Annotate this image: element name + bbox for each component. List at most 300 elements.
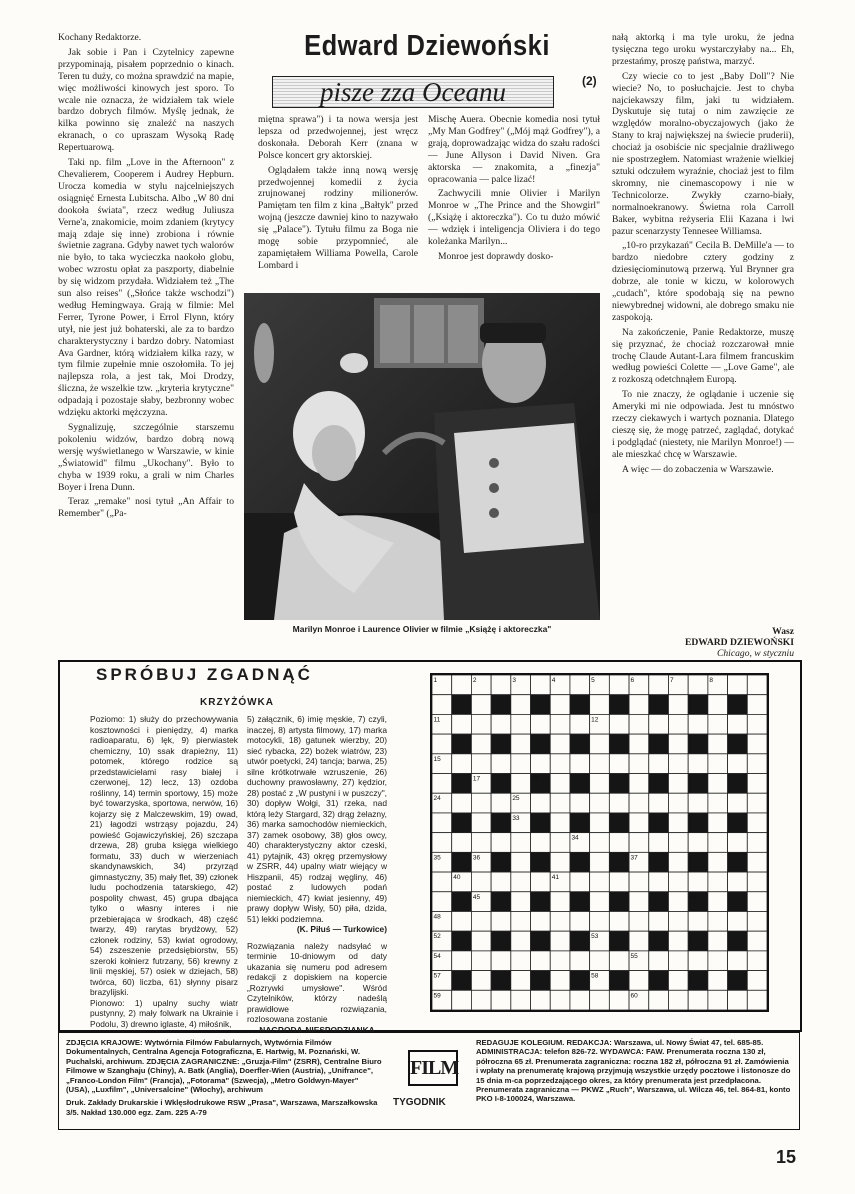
crossword-black-cell <box>728 892 748 912</box>
article-paragraph: nałą aktorką i ma tyle uroku, że jedna tysięczna tego uroku wystarczyłaby na... Eh, przestańmy, proszę państwa, marzyć. <box>612 32 794 67</box>
crossword-black-cell <box>688 695 708 715</box>
crossword-cell[interactable] <box>471 872 491 892</box>
crossword-black-cell <box>649 774 669 794</box>
crossword-cell[interactable] <box>609 754 629 774</box>
crossword-cell[interactable] <box>688 754 708 774</box>
crossword-cell[interactable] <box>511 852 531 872</box>
crossword-cell[interactable] <box>708 714 728 734</box>
crossword-cell[interactable] <box>688 872 708 892</box>
crossword-cell[interactable] <box>550 971 570 991</box>
crossword-clue-number: 34 <box>571 834 579 842</box>
crossword-clue-number: 33 <box>512 814 520 822</box>
crossword-cell[interactable] <box>511 734 531 754</box>
crossword-clue-number: 48 <box>433 913 441 921</box>
crossword-cell[interactable] <box>708 833 728 853</box>
crossword-black-cell <box>688 813 708 833</box>
crossword-cell[interactable] <box>452 833 472 853</box>
photo-credits: ZDJĘCIA KRAJOWE: Wytwórnia Filmów Fabularnych, Wytwórnia Filmów Dokumentalnych, Centralna Agencja Fotograficzna, E. Hartwig, M. Poznański, W. Puchalski, archiwum. ZDJĘCIA ZAGRANICZNE: „Gruzja-Film" (ZSRR), Centralne Biuro Filmowe w Szanghaju (Chiny), A. Batk (Anglia), Doerfler-Wien (Austria), „Unifrance", „Franco-London Film" (Francja), „Fotorama" (Szwecja), „Metro Goldwyn-Mayer" (USA), „Luxfilm", „Universalcine" (Włochy), archiwum <box>66 1038 382 1095</box>
crossword-cell[interactable] <box>432 872 452 892</box>
crossword-cell[interactable] <box>747 852 767 872</box>
crossword-cell[interactable] <box>570 675 590 695</box>
crossword-cell[interactable] <box>668 714 688 734</box>
crossword-black-cell <box>491 774 511 794</box>
crossword-clue-number: 52 <box>433 933 441 941</box>
puzzle-prize: NAGRODA-NIESPODZIANKA <box>259 1024 375 1035</box>
crossword-black-cell <box>609 813 629 833</box>
crossword-clue-number: 53 <box>591 933 599 941</box>
crossword-cell[interactable] <box>471 971 491 991</box>
crossword-cell[interactable] <box>471 793 491 813</box>
crossword-clue-number: 58 <box>591 972 599 980</box>
crossword-cell[interactable] <box>668 971 688 991</box>
crossword-black-cell <box>452 813 472 833</box>
crossword-cell[interactable] <box>728 675 748 695</box>
crossword-cell[interactable] <box>728 833 748 853</box>
crossword-cell[interactable] <box>688 793 708 813</box>
crossword-cell[interactable] <box>550 813 570 833</box>
crossword-clue-number: 59 <box>433 992 441 1000</box>
crossword-cell[interactable] <box>432 695 452 715</box>
crossword-cell[interactable] <box>452 754 472 774</box>
crossword-cell[interactable] <box>471 951 491 971</box>
crossword-cell[interactable] <box>708 931 728 951</box>
crossword-cell[interactable] <box>747 793 767 813</box>
crossword-cell[interactable] <box>491 990 511 1010</box>
crossword-black-cell <box>688 852 708 872</box>
crossword-cell[interactable] <box>747 951 767 971</box>
clues-vertical-start: Pionowo: 1) upalny suchy wiatr pustynny, 2) mały folwark na Ukrainie i Podolu, 3) drewno iglaste, 4) miłośnik, <box>90 997 238 1029</box>
crossword-cell[interactable] <box>708 951 728 971</box>
crossword-black-cell <box>688 774 708 794</box>
crossword-black-cell <box>728 695 748 715</box>
crossword-cell[interactable] <box>629 754 649 774</box>
crossword-cell[interactable] <box>511 833 531 853</box>
article-signature <box>612 626 794 659</box>
crossword-cell[interactable] <box>590 892 610 912</box>
crossword-cell[interactable] <box>491 911 511 931</box>
crossword-cell[interactable] <box>531 793 551 813</box>
crossword-cell[interactable] <box>688 951 708 971</box>
crossword-cell[interactable] <box>511 774 531 794</box>
crossword-cell[interactable] <box>511 990 531 1010</box>
film-still-illustration <box>244 293 600 620</box>
crossword-cell[interactable] <box>708 734 728 754</box>
crossword-clue-number: 6 <box>630 677 635 684</box>
crossword-cell[interactable] <box>668 990 688 1010</box>
crossword-cell[interactable] <box>708 971 728 991</box>
article-title: Edward Dziewoński <box>304 30 550 62</box>
impressum-right: REDAGUJE KOLEGIUM. REDAKCJA: Warszawa, ul. Nowy Świat 47, tel. 685-85. ADMINISTRACJA: telefon 826-72. WYDAWCA: FAW. Prenumerata roczna 130 zł, półroczna 65 zł. Prenumerata zagraniczna: roczna 182 zł, półroczna 91 zł. Zamówienia i wpłaty na prenumeratę krajową przyjmują wszystkie urzędy pocztowe i listonosze do 15 dnia m-ca poprzedzającego okres, za który prenumerata jest przedpłacona. Prenumerata zagraniczna — PKWZ „Ruch", Warszawa, ul. Wilcza 46, tel. 864-81, konto PKO I-8-100024, Warszawa. <box>476 1038 791 1104</box>
crossword-cell[interactable] <box>747 754 767 774</box>
crossword-cell[interactable] <box>550 990 570 1010</box>
impressum-left <box>66 1038 384 1117</box>
crossword-cell[interactable] <box>708 872 728 892</box>
crossword-cell[interactable] <box>649 872 669 892</box>
article-paragraph: „10-ro przykazań" Cecila B. DeMille'a — to bardzo niedobre cztery godziny z dziesięciominutową przerwą. Yul Brynner gra dobrze, ale tonie w kiczu, w kolorowych „cudach", które spodobają się na pewno niewybrednej widowni, ale dobrego smaku nie zaspokoją. <box>612 240 794 323</box>
crossword-cell[interactable] <box>747 931 767 951</box>
crossword-clue-number: 37 <box>630 854 638 862</box>
crossword-cell[interactable] <box>629 971 649 991</box>
crossword-cell[interactable] <box>511 971 531 991</box>
crossword-cell[interactable] <box>649 793 669 813</box>
puzzle-rules: Rozwiązania należy nadsyłać w terminie 10-dniowym od daty ukazania się numeru pod adresem redakcji z dopiskiem na kopercie „Rozrywki umysłowe". Wśród Czytelników, którzy nadeślą prawidłowe rozwiązania, rozlosowana zostanie <box>247 940 387 1024</box>
article-paragraph: Teraz „remake" nosi tytuł „An Affair to Remember" („Pa- <box>58 496 234 520</box>
crossword-cell[interactable] <box>590 774 610 794</box>
crossword-cell[interactable] <box>609 675 629 695</box>
crossword-cell[interactable] <box>550 833 570 853</box>
crossword-black-cell <box>531 971 551 991</box>
crossword-black-cell <box>452 852 472 872</box>
crossword-cell[interactable] <box>570 754 590 774</box>
crossword-cell[interactable] <box>590 833 610 853</box>
crossword-cell[interactable] <box>471 931 491 951</box>
crossword-black-cell <box>728 813 748 833</box>
crossword-cell[interactable] <box>511 931 531 951</box>
crossword-clue-number: 54 <box>433 952 441 960</box>
crossword-cell[interactable] <box>747 971 767 991</box>
crossword-black-cell <box>649 695 669 715</box>
crossword-cell[interactable] <box>511 714 531 734</box>
crossword-cell[interactable] <box>531 872 551 892</box>
crossword-cell[interactable] <box>570 990 590 1010</box>
crossword-cell[interactable] <box>688 675 708 695</box>
crossword-cell[interactable] <box>688 911 708 931</box>
crossword-cell[interactable] <box>452 793 472 813</box>
crossword-cell[interactable] <box>550 695 570 715</box>
crossword-black-cell <box>609 734 629 754</box>
crossword-clue-number: 7 <box>669 677 674 684</box>
crossword-cell[interactable] <box>550 734 570 754</box>
crossword-cell[interactable] <box>452 911 472 931</box>
crossword-cell[interactable] <box>471 754 491 774</box>
article-column-3 <box>428 114 600 266</box>
crossword-cell[interactable] <box>747 714 767 734</box>
crossword-cell[interactable] <box>471 695 491 715</box>
crossword-cell[interactable] <box>747 675 767 695</box>
signature-greeting: Wasz <box>772 626 794 637</box>
film-still-photo <box>244 293 600 620</box>
crossword-cell[interactable] <box>550 911 570 931</box>
crossword-black-cell <box>491 695 511 715</box>
crossword-cell[interactable] <box>491 675 511 695</box>
crossword-cell[interactable] <box>511 872 531 892</box>
crossword-cell[interactable] <box>471 714 491 734</box>
crossword-cell[interactable] <box>590 911 610 931</box>
crossword-cell[interactable] <box>531 911 551 931</box>
crossword-cell[interactable] <box>471 990 491 1010</box>
crossword-cell[interactable] <box>747 892 767 912</box>
puzzle-subtitle: KRZYŻÓWKA <box>200 697 274 708</box>
crossword-cell[interactable] <box>668 813 688 833</box>
signature-place: Chicago, w styczniu <box>716 648 794 659</box>
crossword-black-cell <box>452 892 472 912</box>
crossword-cell[interactable] <box>550 951 570 971</box>
article-paragraph: Mischę Auera. Obecnie komedia nosi tytuł „My Man Godfrey" („Mój mąż Godfrey"), a grają, doprowadzając widza do szału radości — June Allyson i David Niven. Gra aktorska — znakomita, a „finezja" opracowania — palce lizać! <box>428 114 600 185</box>
crossword-black-cell <box>609 931 629 951</box>
crossword-cell[interactable] <box>432 892 452 912</box>
crossword-cell[interactable] <box>531 990 551 1010</box>
crossword-cell[interactable] <box>668 754 688 774</box>
crossword-cell[interactable] <box>668 892 688 912</box>
crossword-cell[interactable] <box>590 734 610 754</box>
crossword-cell[interactable] <box>668 774 688 794</box>
crossword-cell[interactable] <box>708 793 728 813</box>
crossword-cell[interactable] <box>531 951 551 971</box>
crossword-black-cell <box>728 971 748 991</box>
article-paragraph: Zachwycili mnie Olivier i Marilyn Monroe w „The Prince and the Showgirl" („Książę i aktoreczka"). Co tu dużo mówić — wdzięk i inteligencja Oliviera i do tego koleżanka Marilyn... <box>428 188 600 248</box>
crossword-clue-number: 12 <box>591 716 599 724</box>
crossword-grid[interactable] <box>430 673 769 1012</box>
crossword-cell[interactable] <box>590 872 610 892</box>
page-number: 15 <box>776 1147 797 1167</box>
crossword-cell[interactable] <box>649 754 669 774</box>
crossword-cell[interactable] <box>629 695 649 715</box>
crossword-cell[interactable] <box>550 774 570 794</box>
crossword-cell[interactable] <box>471 734 491 754</box>
crossword-cell[interactable] <box>491 714 511 734</box>
crossword-cell[interactable] <box>531 675 551 695</box>
crossword-black-cell <box>649 852 669 872</box>
tygodnik-label: TYGODNIK <box>393 1097 446 1108</box>
crossword-cell[interactable] <box>668 833 688 853</box>
crossword-cell[interactable] <box>629 813 649 833</box>
crossword-cell[interactable] <box>432 734 452 754</box>
crossword-cell[interactable] <box>708 990 728 1010</box>
crossword-cell[interactable] <box>609 951 629 971</box>
crossword-cell[interactable] <box>491 872 511 892</box>
article-column-4 <box>612 32 794 479</box>
crossword-clue-number: 45 <box>472 893 481 901</box>
crossword-clue-number: 60 <box>630 992 638 1000</box>
crossword-cell[interactable] <box>747 774 767 794</box>
crossword-cell[interactable] <box>511 951 531 971</box>
crossword-cell[interactable] <box>629 911 649 931</box>
crossword-cell[interactable] <box>629 892 649 912</box>
crossword-cell[interactable] <box>649 951 669 971</box>
crossword-cell[interactable] <box>590 813 610 833</box>
crossword-cell[interactable] <box>590 695 610 715</box>
crossword-cell[interactable] <box>590 990 610 1010</box>
crossword-cell[interactable] <box>531 833 551 853</box>
crossword-cell[interactable] <box>728 872 748 892</box>
article-paragraph: Taki np. film „Love in the Afternoon" z Chevalierem, Cooperem i Audrey Hepburn. Urocza komedia w stylu najcelniejszych osiągnięć Ernesta Lubitscha. Albo „W 80 dni dookoła świata", rzecz według Juliusza Verne'a, znakomicie, moim zdaniem (krytycy mają zdaje się inne) zrobiona i równie świetnie zagrana. Gdyby nawet tych walorów nie było, to taka wycieczka naokoło globu, wobec wzrostu opłat za paszporty, diabelnie by się widzom przydała. Widziałem też „The sun also reises" („Słońce także wschodzi") według Hemingwaya. Grają w filmie: Mel Ferrer, Tyrone Power, i Errol Flynn, który utył, nie jest już bohaterski, ale za to bardzo charakterystyczny i bardzo dobry. Natomiast Ava Gardner, którą widziałem kilka razy, w tym filmie zupełnie mnie oszołomiła. To jej najlepsza rola, a jest tak, Moi Drodzy, śliczna, że wszelkie tzw. „kryteria krytyczne" odpadają i pozostaje słaby, bezbronny wobec wdzięku aktorki mężczyzna. <box>58 157 234 419</box>
print-info: Druk. Zakłady Drukarskie i Wklęsłodrukowe RSW „Prasa", Warszawa, Marszałkowska 3/5. Nakład 130.000 egz. Zam. 225 A-79 <box>66 1098 378 1117</box>
crossword-cell[interactable] <box>747 695 767 715</box>
crossword-cell[interactable] <box>609 793 629 813</box>
crossword-cell[interactable] <box>452 675 472 695</box>
crossword-cell[interactable] <box>471 911 491 931</box>
crossword-cell[interactable] <box>531 714 551 734</box>
crossword-black-cell <box>570 734 590 754</box>
crossword-cell[interactable] <box>629 734 649 754</box>
crossword-cell[interactable] <box>550 793 570 813</box>
crossword-cell[interactable] <box>452 951 472 971</box>
crossword-cell[interactable] <box>609 833 629 853</box>
crossword-cell[interactable] <box>550 714 570 734</box>
crossword-clue-number: 3 <box>512 677 516 684</box>
crossword-cell[interactable] <box>590 852 610 872</box>
crossword-black-cell <box>609 774 629 794</box>
crossword-cell[interactable] <box>491 951 511 971</box>
crossword-cell[interactable] <box>708 911 728 931</box>
crossword-black-cell <box>570 931 590 951</box>
crossword-cell[interactable] <box>432 813 452 833</box>
crossword-cell[interactable] <box>629 931 649 951</box>
crossword-cell[interactable] <box>728 951 748 971</box>
crossword-cell[interactable] <box>708 695 728 715</box>
crossword-cell[interactable] <box>609 714 629 734</box>
article-subtitle: pisze zza Oceanu <box>272 76 554 108</box>
crossword-cell[interactable] <box>728 911 748 931</box>
clues-column-1 <box>90 714 238 1029</box>
crossword-clue-number: 55 <box>630 952 638 960</box>
crossword-cell[interactable] <box>471 813 491 833</box>
crossword-black-cell <box>570 971 590 991</box>
crossword-black-cell <box>649 971 669 991</box>
crossword-cell[interactable] <box>629 774 649 794</box>
article-column-2 <box>258 114 418 275</box>
crossword-cell[interactable] <box>511 695 531 715</box>
crossword-cell[interactable] <box>668 951 688 971</box>
crossword-cell[interactable] <box>747 872 767 892</box>
crossword-grid-svg[interactable] <box>432 675 767 1010</box>
crossword-cell[interactable] <box>550 852 570 872</box>
crossword-cell[interactable] <box>511 754 531 774</box>
article-paragraph: A więc — do zobaczenia w Warszawie. <box>622 463 774 475</box>
crossword-cell[interactable] <box>708 774 728 794</box>
crossword-black-cell <box>609 852 629 872</box>
crossword-black-cell <box>452 971 472 991</box>
crossword-cell[interactable] <box>747 813 767 833</box>
crossword-clue-number: 36 <box>472 854 481 862</box>
crossword-cell[interactable] <box>590 754 610 774</box>
crossword-clue-number: 2 <box>472 677 477 684</box>
crossword-black-cell <box>491 813 511 833</box>
crossword-cell[interactable] <box>747 734 767 754</box>
crossword-cell[interactable] <box>649 833 669 853</box>
crossword-cell[interactable] <box>668 793 688 813</box>
crossword-cell[interactable] <box>491 833 511 853</box>
crossword-black-cell <box>491 734 511 754</box>
crossword-cell[interactable] <box>471 833 491 853</box>
crossword-cell[interactable] <box>609 990 629 1010</box>
crossword-cell[interactable] <box>728 714 748 734</box>
crossword-cell[interactable] <box>550 931 570 951</box>
crossword-cell[interactable] <box>491 793 511 813</box>
crossword-cell[interactable] <box>432 833 452 853</box>
crossword-black-cell <box>728 774 748 794</box>
crossword-cell[interactable] <box>629 793 649 813</box>
crossword-cell[interactable] <box>570 951 590 971</box>
article-paragraph: Monroe jest doprawdy dosko- <box>438 250 554 262</box>
crossword-black-cell <box>531 892 551 912</box>
crossword-cell[interactable] <box>728 990 748 1010</box>
crossword-cell[interactable] <box>609 872 629 892</box>
crossword-cell[interactable] <box>531 754 551 774</box>
crossword-clue-number: 15 <box>433 755 441 763</box>
crossword-clue-number: 8 <box>709 677 714 684</box>
crossword-cell[interactable] <box>668 911 688 931</box>
crossword-cell[interactable] <box>629 833 649 853</box>
crossword-cell[interactable] <box>668 734 688 754</box>
crossword-cell[interactable] <box>570 714 590 734</box>
crossword-cell[interactable] <box>452 714 472 734</box>
article-paragraph: To nie znaczy, że oglądanie i uczenie się Ameryki mi nie odpowiada. Jest tu mnóstwo rzeczy ciekawych i wartych poznania. Dlatego cieszę się, że mogę patrzeć, zaglądać, dotykać i podglądać (niestety, nie Marilyn Monroe!) — ale mieszkać chcę w Warszawie. <box>612 389 794 460</box>
crossword-cell[interactable] <box>550 892 570 912</box>
crossword-cell[interactable] <box>570 793 590 813</box>
crossword-cell[interactable] <box>590 793 610 813</box>
crossword-black-cell <box>570 774 590 794</box>
crossword-cell[interactable] <box>609 911 629 931</box>
crossword-black-cell <box>609 695 629 715</box>
crossword-cell[interactable] <box>708 813 728 833</box>
crossword-cell[interactable] <box>668 695 688 715</box>
crossword-cell[interactable] <box>688 990 708 1010</box>
crossword-cell[interactable] <box>649 990 669 1010</box>
crossword-cell[interactable] <box>708 852 728 872</box>
crossword-cell[interactable] <box>550 754 570 774</box>
crossword-cell[interactable] <box>747 990 767 1010</box>
crossword-black-cell <box>649 892 669 912</box>
crossword-clue-number: 5 <box>591 677 595 684</box>
crossword-cell[interactable] <box>511 892 531 912</box>
crossword-cell[interactable] <box>629 714 649 734</box>
crossword-cell[interactable] <box>728 793 748 813</box>
crossword-black-cell <box>452 695 472 715</box>
crossword-cell[interactable] <box>649 675 669 695</box>
signature-name: EDWARD DZIEWOŃSKI <box>684 637 794 648</box>
article-paragraph: Jak sobie i Pan i Czytelnicy zapewne przypominają, pisałem poprzednio o kinach. Teren tu duży, co można sprawdzić na mapie, więc możliwości kinowych jest sporo. To wcale nie oznacza, że widziałem tak wiele bardzo dobrych filmów. Myślę jednak, że kilka powinno się znaleźć na naszych ekranach, o co upraszam Wysoką Radę Repertuarową. <box>58 46 234 154</box>
crossword-cell[interactable] <box>570 911 590 931</box>
crossword-black-cell <box>728 852 748 872</box>
crossword-cell[interactable] <box>649 714 669 734</box>
crossword-cell[interactable] <box>452 990 472 1010</box>
crossword-cell[interactable] <box>708 754 728 774</box>
crossword-black-cell <box>531 852 551 872</box>
crossword-clue-number: 35 <box>433 854 441 862</box>
crossword-clue-number: 1 <box>433 677 438 684</box>
crossword-cell[interactable] <box>511 911 531 931</box>
crossword-cell[interactable] <box>668 931 688 951</box>
crossword-cell[interactable] <box>629 872 649 892</box>
puzzle-title: SPRÓBUJ ZGADNĄĆ <box>96 665 313 684</box>
article-paragraph: Sygnalizuję, szczególnie starszemu pokoleniu widzów, bardzo dobrą nową wersję wyświetlanego w Warszawie, w kinie „Światowid" filmu „Ukochany". Było to chyba w 1939 roku, a grali w nim Charles Boyer i Irena Dunn. <box>58 422 234 493</box>
article-column-1 <box>58 32 234 523</box>
crossword-cell[interactable] <box>570 872 590 892</box>
crossword-cell[interactable] <box>432 774 452 794</box>
crossword-clue-number: 41 <box>551 874 559 882</box>
crossword-cell[interactable] <box>708 892 728 912</box>
crossword-cell[interactable] <box>491 754 511 774</box>
crossword-cell[interactable] <box>747 911 767 931</box>
crossword-black-cell <box>649 931 669 951</box>
crossword-cell[interactable] <box>688 714 708 734</box>
crossword-cell[interactable] <box>747 833 767 853</box>
crossword-cell[interactable] <box>590 951 610 971</box>
crossword-cell[interactable] <box>728 754 748 774</box>
crossword-cell[interactable] <box>668 872 688 892</box>
crossword-black-cell <box>452 931 472 951</box>
clues-column-2 <box>247 714 387 1035</box>
crossword-cell[interactable] <box>688 833 708 853</box>
crossword-cell[interactable] <box>649 911 669 931</box>
crossword-black-cell <box>531 734 551 754</box>
crossword-black-cell <box>452 774 472 794</box>
crossword-black-cell <box>491 931 511 951</box>
crossword-cell[interactable] <box>668 852 688 872</box>
crossword-black-cell <box>609 971 629 991</box>
crossword-black-cell <box>570 892 590 912</box>
